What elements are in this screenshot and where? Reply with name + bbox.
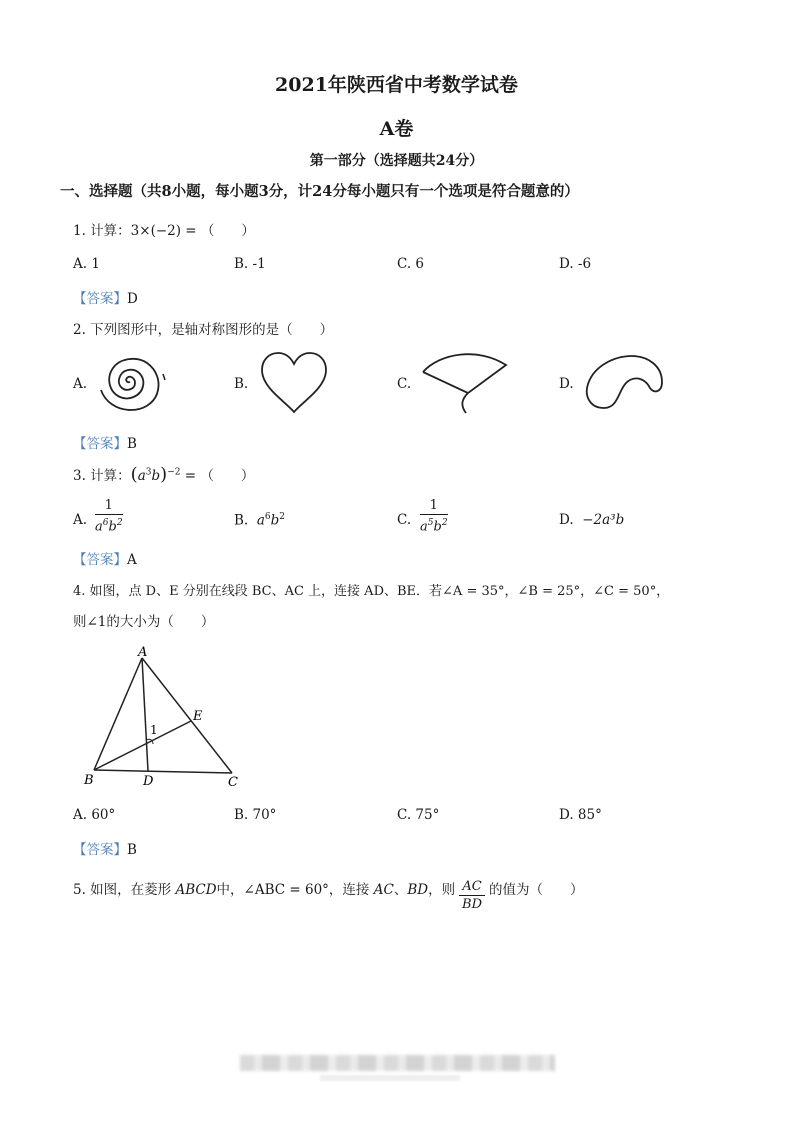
answer-tag: 【答案】 — [73, 436, 127, 452]
question-3: 3. 计算：$(a^3b)^{-2}$ = （ ） — [73, 464, 255, 485]
q4-option-d: D. 85° — [559, 807, 602, 823]
question-3-suffix: = （ ） — [184, 468, 255, 484]
q4-option-b: B. 70° — [234, 807, 277, 823]
question-1-expr: 3×(−2) = （ ） — [130, 223, 255, 239]
section-heading: 一、选择题（共8小题，每小题3分，计24分每小题只有一个选项是符合题意的） — [60, 183, 579, 200]
q3-answer — [73, 548, 137, 568]
point-a-label: A — [138, 645, 148, 660]
q3-option-c-label: C. — [397, 512, 412, 528]
q4-option-a: A. 60° — [73, 807, 116, 823]
heart-icon — [258, 350, 330, 416]
question-5-mid2: ，则 — [428, 882, 456, 898]
fan-icon — [420, 345, 510, 417]
answer-tag: 【答案】 — [73, 842, 127, 858]
q3-option-b: B. $a^6b^2$ — [234, 512, 285, 529]
q1-option-d: D. -6 — [559, 256, 592, 272]
point-c-label: C — [228, 775, 238, 790]
point-d-label: D — [143, 774, 154, 789]
segment-bd: BD — [407, 882, 429, 898]
footer-watermark-line — [320, 1075, 460, 1081]
angle-1-label: 1 — [150, 723, 158, 737]
question-3-prefix: 3. 计算： — [73, 468, 131, 484]
q1-answer-value: D — [127, 291, 138, 307]
q2-option-d-label: D. — [559, 376, 574, 392]
triangle-figure — [80, 640, 250, 790]
q3-option-a: $\frac{1}{a^6b^2}$ — [95, 498, 123, 535]
q3-option-c-num: 1 — [420, 497, 448, 515]
q2-answer — [73, 432, 137, 452]
point-e-label: E — [193, 709, 203, 724]
q2-option-c-label: C. — [397, 376, 412, 392]
q2-option-b-label: B. — [234, 376, 249, 392]
q2-option-a-label: A. — [73, 376, 88, 392]
q3-option-a-label: A. — [73, 512, 88, 528]
ratio-numerator: AC — [459, 878, 484, 896]
spiral-icon — [95, 350, 170, 415]
question-2: 2. 下列图形中，是轴对称图形的是（ ） — [73, 322, 334, 338]
curl-icon — [582, 350, 667, 412]
part-title: 第一部分（选择题共24分） — [309, 153, 484, 169]
q4-answer-value: B — [127, 842, 137, 858]
question-4-line2: 则∠1的大小为（ ） — [73, 614, 215, 630]
exam-title: 2021年陕西省中考数学试卷 — [275, 74, 518, 96]
answer-tag: 【答案】 — [73, 552, 127, 568]
q1-option-b: B. -1 — [234, 256, 266, 272]
q3-option-d-label: D. — [559, 512, 574, 528]
q4-option-c: C. 75° — [397, 807, 440, 823]
q1-option-a: A. 1 — [73, 256, 100, 272]
footer-watermark — [240, 1055, 555, 1071]
question-1-prefix: 1. 计算： — [73, 223, 131, 239]
q1-option-c: C. 6 — [397, 256, 425, 272]
point-b-label: B — [84, 773, 94, 788]
answer-tag: 【答案】 — [73, 291, 127, 307]
q3-option-a-num: 1 — [95, 497, 123, 515]
question-1 — [73, 219, 255, 239]
q3-option-d-value: −2a³b — [582, 512, 625, 528]
q4-answer — [73, 838, 137, 858]
q1-answer — [73, 287, 138, 307]
ratio-denominator: BD — [462, 897, 483, 912]
q3-option-d — [559, 512, 624, 528]
question-5-suffix: 的值为（ ） — [489, 882, 584, 898]
q2-answer-value: B — [127, 436, 137, 452]
segment-ac: AC — [373, 882, 394, 898]
q3-option-b-label: B. — [234, 512, 249, 529]
q3-answer-value: A — [127, 552, 137, 568]
q3-option-c: $\frac{1}{a^5b^2}$ — [420, 498, 448, 535]
rhombus-name: ABCD — [175, 882, 217, 898]
question-5: 5. 如图，在菱形 ABCD中，∠ABC = 60°，连接 AC、BD，则 $\frac{AC}{BD}$ 的值为（ ） — [73, 879, 584, 912]
question-5-prefix: 5. 如图，在菱形 — [73, 882, 172, 898]
volume-title: A卷 — [379, 118, 414, 140]
question-5-mid: 中，∠ABC = 60°，连接 — [216, 882, 370, 898]
question-4-line1: 4. 如图，点 D、E 分别在线段 BC、AC 上，连接 AD、BE．若∠A = 35°，∠B = 25°，∠C = 50°， — [73, 584, 670, 599]
